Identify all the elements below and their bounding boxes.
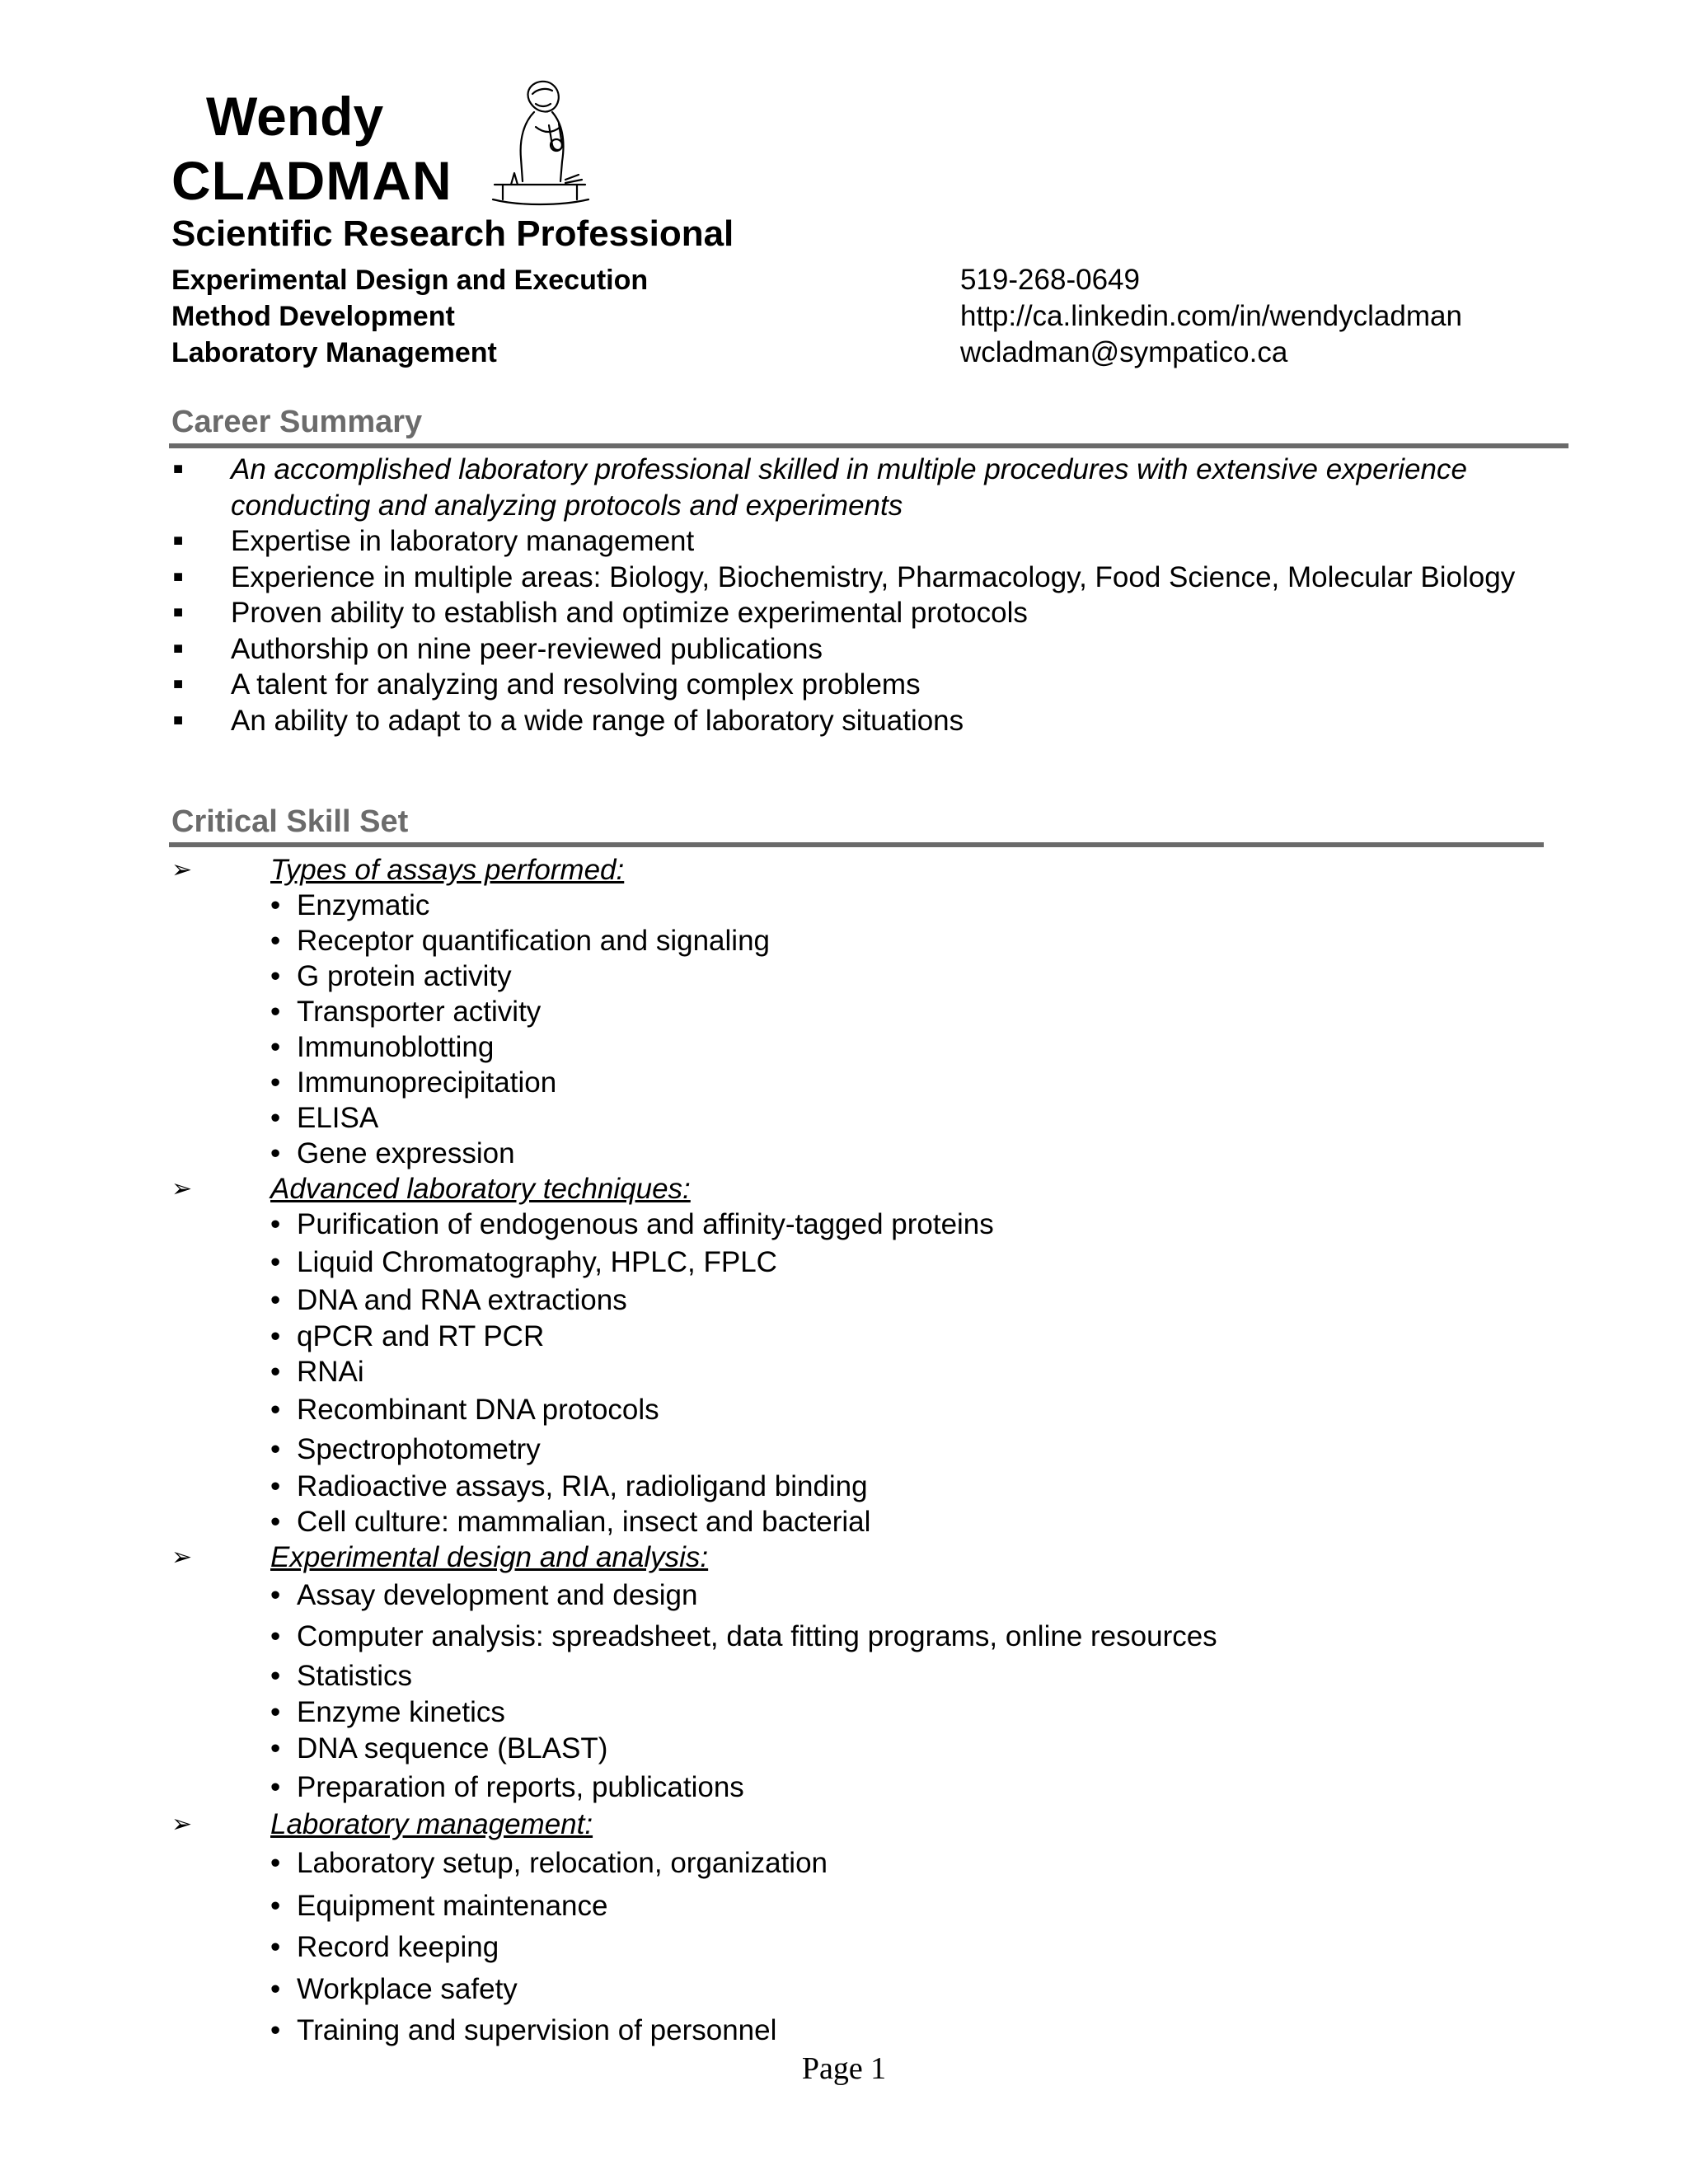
list-item: • Gene expression (270, 1137, 515, 1169)
bullet-icon: • (270, 1137, 281, 1169)
bullet-icon: • (270, 2014, 281, 2046)
skill-group-header (171, 1540, 1217, 1575)
bullet-icon: • (270, 1847, 281, 1879)
bullet-icon: • (270, 1470, 281, 1502)
summary-text-continued: conducting and analyzing protocols and experiments (231, 489, 903, 522)
list-item: • DNA and RNA extractions (171, 1282, 1217, 1319)
skill-group-label: Laboratory management: (270, 1808, 593, 1840)
bullet-icon: • (270, 1931, 281, 1963)
bullet-icon: • (270, 1102, 281, 1134)
bullet-icon: • (270, 1356, 281, 1388)
skill-group-header (171, 1807, 1217, 1842)
skill-group-header (171, 1171, 1217, 1207)
list-item (171, 703, 1515, 739)
bullet-icon: ■ (173, 532, 184, 550)
list-item (171, 523, 1515, 560)
professional-title: Scientific Research Professional (171, 213, 734, 254)
bullet-icon: • (270, 1031, 281, 1063)
list-item: • Statistics (171, 1657, 1217, 1694)
list-item: • Cell culture: mammalian, insect and bacterial (270, 1506, 871, 1538)
bullet-icon: • (270, 1620, 281, 1652)
bullet-icon: ■ (173, 639, 184, 658)
list-item: • ELISA (270, 1102, 379, 1134)
list-item: • Assay development and design (171, 1575, 1217, 1616)
bullet-icon: • (270, 960, 281, 992)
list-item: • Transporter activity (270, 996, 542, 1028)
summary-text: An ability to adapt to a wide range of laboratory situations (231, 704, 964, 737)
bullet-icon: • (270, 996, 281, 1028)
critical-skill-set-heading: Critical Skill Set (171, 804, 409, 839)
summary-text: Expertise in laboratory management (231, 525, 695, 557)
bullet-icon: • (270, 1208, 281, 1240)
list-item (171, 560, 1515, 596)
skill-group-header (171, 852, 1217, 888)
summary-text: An accomplished laboratory professional skilled in multiple procedures with extensive experience (231, 453, 1467, 485)
list-item: • Receptor quantification and signaling (270, 925, 770, 957)
arrow-bullet-icon: ➢ (171, 1175, 193, 1202)
career-summary-list (171, 452, 1515, 738)
summary-text: Experience in multiple areas: Biology, Biochemistry, Pharmacology, Food Science, Molecular Biology (231, 560, 1516, 593)
bullet-icon: • (270, 1890, 281, 1922)
scientist-icon (486, 76, 593, 218)
summary-text: Proven ability to establish and optimize experimental protocols (231, 597, 1028, 629)
skill-set-list (171, 852, 1217, 2051)
list-item: • Immunoblotting (270, 1031, 495, 1063)
list-item: • Liquid Chromatography, HPLC, FPLC (171, 1243, 1217, 1282)
list-item: • DNA sequence (BLAST) (171, 1730, 1217, 1768)
bullet-icon: • (270, 1660, 281, 1692)
list-item: • Equipment maintenance (171, 1885, 1217, 1927)
list-item: • Record keeping (171, 1927, 1217, 1968)
skill-group-label: Advanced laboratory techniques: (270, 1173, 691, 1205)
phone-number: 519-268-0649 (960, 264, 1140, 296)
list-item: • Enzyme kinetics (270, 1696, 505, 1728)
bullet-icon: ■ (173, 675, 184, 693)
skill-group-label: Types of assays performed: (270, 854, 625, 886)
bullet-icon: • (270, 1066, 281, 1099)
list-item: • Radioactive assays, RIA, radioligand binding (270, 1470, 868, 1502)
list-item: • Computer analysis: spreadsheet, data fitting programs, online resources (171, 1616, 1217, 1657)
bullet-icon: • (270, 1579, 281, 1611)
list-item: • Immunoprecipitation (270, 1066, 557, 1099)
list-item (171, 631, 1515, 668)
bullet-icon: • (270, 1394, 281, 1426)
last-name: CLADMAN (171, 150, 452, 211)
bullet-icon: • (270, 1246, 281, 1278)
list-item: • Workplace safety (171, 1968, 1217, 2010)
specialty-item: Laboratory Management (171, 337, 497, 368)
bullet-icon: • (270, 1320, 281, 1352)
bullet-icon: • (270, 1732, 281, 1765)
skill-group-label: Experimental design and analysis: (270, 1541, 709, 1573)
first-name: Wendy (206, 86, 384, 147)
list-item: • Training and supervision of personnel (171, 2010, 1217, 2051)
list-item: • qPCR and RT PCR (270, 1320, 545, 1352)
bullet-icon: ■ (173, 603, 184, 621)
bullet-icon: • (270, 1696, 281, 1728)
career-summary-heading: Career Summary (171, 405, 423, 439)
summary-text: A talent for analyzing and resolving complex problems (231, 668, 921, 701)
bullet-icon: • (270, 1771, 281, 1803)
arrow-bullet-icon: ➢ (171, 1544, 193, 1571)
bullet-icon: • (270, 925, 281, 957)
email-link[interactable]: wcladman@sympatico.ca (960, 336, 1288, 368)
bullet-icon: • (270, 1973, 281, 2005)
list-item: • RNAi (270, 1356, 364, 1388)
arrow-bullet-icon: ➢ (171, 1811, 193, 1838)
list-item: • Purification of endogenous and affinity-tagged proteins (171, 1207, 1217, 1243)
bullet-icon: • (270, 1433, 281, 1465)
list-item (171, 452, 1515, 523)
specialty-item: Method Development (171, 301, 455, 332)
bullet-icon: ■ (173, 460, 184, 478)
list-item (171, 667, 1515, 703)
bullet-icon: • (270, 1506, 281, 1538)
section-divider (169, 842, 1544, 847)
list-item: • Recombinant DNA protocols (171, 1390, 1217, 1431)
arrow-bullet-icon: ➢ (171, 856, 193, 883)
specialties-list (171, 262, 648, 371)
specialty-item: Experimental Design and Execution (171, 265, 649, 296)
list-item: • Enzymatic (270, 889, 430, 921)
section-divider (169, 443, 1568, 448)
list-item: • Preparation of reports, publications (171, 1768, 1217, 1807)
list-item: • Laboratory setup, relocation, organization (171, 1842, 1217, 1885)
list-item (171, 595, 1515, 631)
bullet-icon: ■ (173, 567, 184, 586)
list-item: • G protein activity (270, 960, 512, 992)
list-item: • Spectrophotometry (171, 1431, 1217, 1469)
linkedin-link[interactable]: http://ca.linkedin.com/in/wendycladman (960, 300, 1462, 332)
contact-block (960, 262, 1462, 371)
page-number: Page 1 (801, 2051, 887, 2086)
summary-text: Authorship on nine peer-reviewed publications (231, 632, 823, 665)
bullet-icon: • (270, 889, 281, 921)
bullet-icon: ■ (173, 710, 184, 729)
bullet-icon: • (270, 1284, 281, 1316)
